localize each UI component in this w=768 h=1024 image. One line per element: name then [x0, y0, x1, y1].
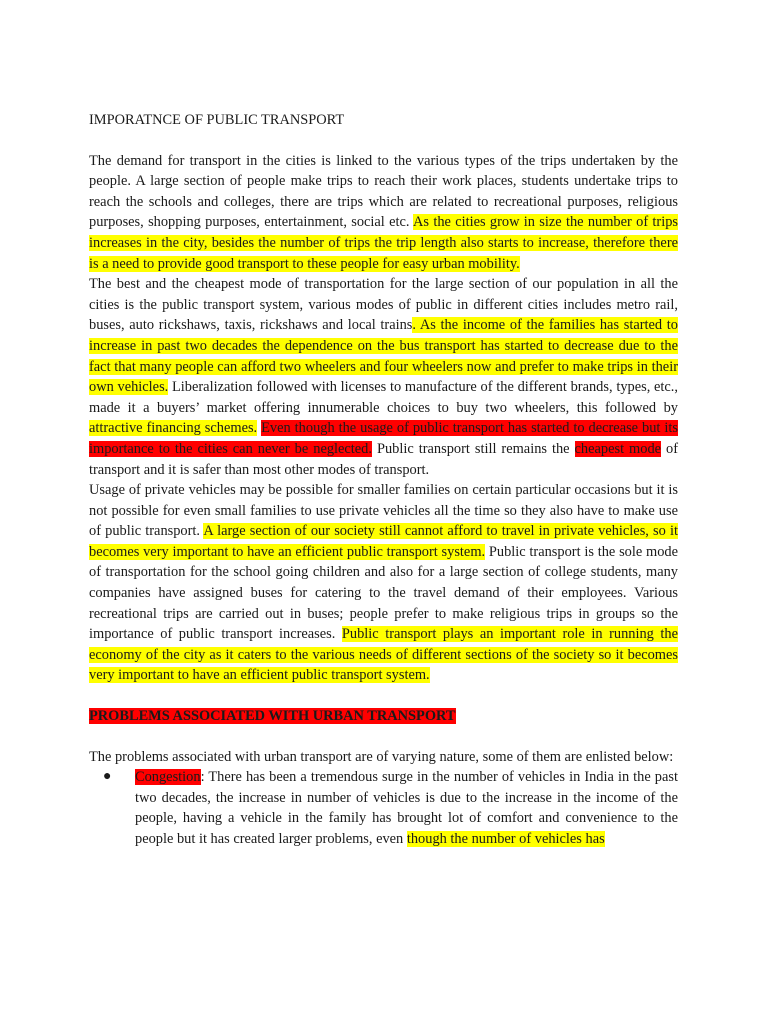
- text-segment: The demand for transport in the cities is linked to the various types of the trips undertaken by the people. A large section of people make trips to reach their work places, students undertake trips to reach the schools and colleges, there are trips which are related to recreational purposes, religious purposes, shopping purposes, entertainment, social etc.: [89, 152, 678, 231]
- section-heading: [89, 706, 678, 727]
- problems-list: [89, 767, 678, 849]
- text-segment: of transport and it is safer than most other modes of transport.: [89, 440, 678, 478]
- text-segment: Public transport still remains the: [371, 440, 575, 457]
- section-heading-text: PROBLEMS ASSOCIATED WITH URBAN TRANSPORT: [89, 708, 456, 725]
- text-segment: Public transport is the sole mode of transportation for the school going children and also for a large section of college students, many companies have assigned buses for catering to the travel demand of their employees. Various recreational trips are carried out in buses; people prefer to make religious trips in groups so the importance of public transport increases.: [89, 543, 678, 643]
- paragraph-private-vehicles: [89, 480, 678, 686]
- bullet-icon: ●: [103, 769, 112, 785]
- section-intro: The problems associated with urban transport are of varying nature, some of them are enlisted below:: [89, 748, 674, 765]
- yellow-highlight: though the number of vehicles has: [406, 831, 605, 847]
- yellow-highlight: attractive financing schemes.: [89, 420, 258, 437]
- red-highlight: Even though the usage of public transport has started to decrease but its importance to the cities can never be neglected.: [89, 420, 678, 457]
- paragraph-cheapest-mode: [89, 274, 678, 480]
- text-segment: Liberalization followed with licenses to manufacture of the different brands, types, etc., made it a buyers’ market offering innumerable choices to buy two wheelers, this followed by: [89, 379, 678, 416]
- yellow-highlight: As the cities grow in size the number of trips increases in the city, besides the number of trips the trip length also starts to increase, therefore there is a need to provide good transport to these people for easy urban mobility.: [89, 214, 679, 272]
- red-highlight: Congestion: [135, 769, 201, 786]
- list-item: [103, 767, 678, 849]
- document-page: [89, 110, 678, 850]
- document-title: IMPORATNCE OF PUBLIC TRANSPORT: [89, 112, 345, 128]
- red-highlight: cheapest mode: [574, 440, 662, 457]
- yellow-highlight: Public transport plays an important role in running the economy of the city as it caters to the various needs of different sections of the society so it becomes very important to have an efficient public transport system.: [89, 626, 678, 684]
- yellow-highlight: . As the income of the families has started to increase in past two decades the dependence on the bus transport has started to decrease due to the fact that many people can afford two wheelers and four wheelers now and prefer to make trips in their own vehicles.: [89, 317, 678, 396]
- text-segment: : There has been a tremendous surge in the number of vehicles in India in the past two decades, the increase in number of vehicles is due to the increase in the income of the people, having a vehicle in the family has brought lot of comfort and convenience to the people but it has created larger problems, even: [135, 769, 678, 847]
- text-segment: Usage of private vehicles may be possible for smaller families on certain particular occasions but it is not possible for even small families to use private vehicles all the time so they also have to make use of public transport.: [89, 482, 678, 540]
- yellow-highlight: A large section of our society still cannot afford to travel in private vehicles, so it becomes very important to have an efficient public transport system.: [89, 523, 678, 560]
- text-segment: The best and the cheapest mode of transportation for the large section of our population in all the cities is the public transport system, various modes of public in different cities includes metro rail, buses, auto rickshaws, taxis, rickshaws and local trains: [89, 276, 678, 334]
- list-item-text: [135, 769, 678, 847]
- paragraph-demand: [89, 151, 678, 275]
